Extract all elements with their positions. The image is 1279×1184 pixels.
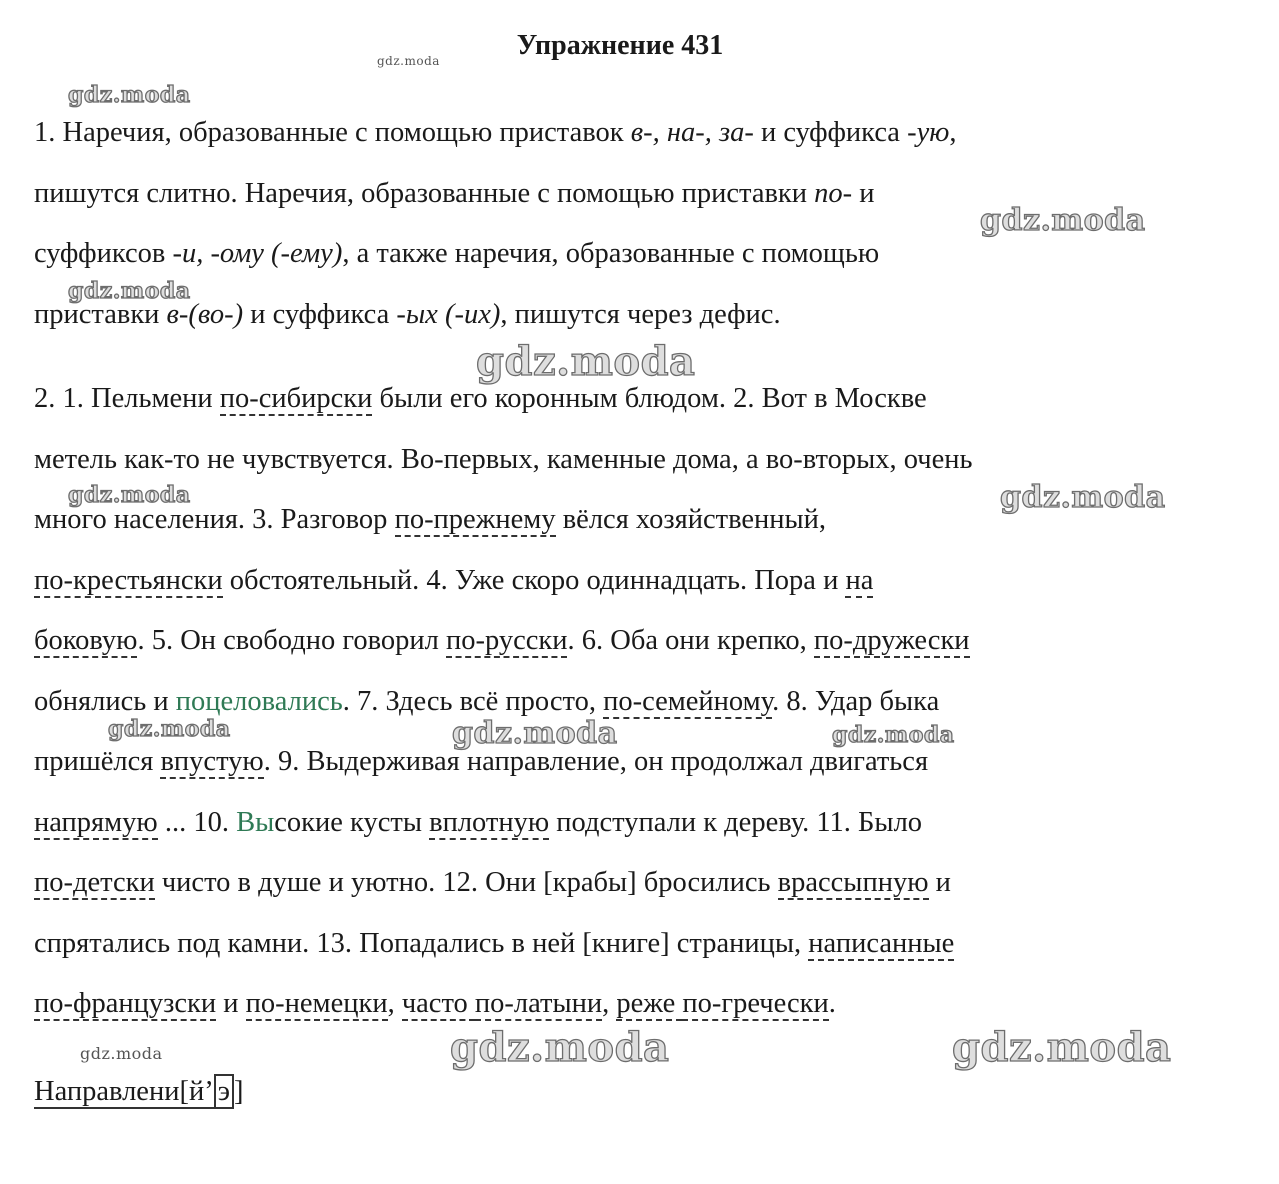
ending-box: э <box>214 1074 234 1109</box>
watermark: gdz.moda <box>452 716 618 751</box>
adverb: по-гречески <box>682 988 829 1019</box>
adverb: по-немецки <box>245 988 388 1019</box>
adverb: Во-первых <box>400 443 533 475</box>
text-line: 1. Наречия, образованные с помощью приставок в-, на-, за- и суффикса -ую, <box>34 117 957 148</box>
examples-paragraph <box>34 369 1234 1035</box>
text-line: по-крестьянски обстоятельный. 4. Уже скоро одиннадцать. Пора и на <box>34 564 874 596</box>
adverb: боковую <box>34 625 138 656</box>
watermark: gdz.moda <box>980 203 1146 238</box>
adverb: по-французски <box>34 988 217 1019</box>
text-line: по-французски и по-немецки, часто по-латыни, реже по-гречески. <box>34 988 836 1019</box>
adverb: по-сибирски <box>219 383 373 414</box>
text-line: по-детски чисто в душе и уютно. 12. Они [крабы] бросились врассыпную и <box>34 867 951 898</box>
watermark: gdz.moda <box>450 1024 670 1071</box>
adverb: напрямую <box>34 806 158 838</box>
watermark: gdz.moda <box>952 1024 1172 1071</box>
watermark: gdz.moda <box>80 1044 163 1063</box>
text-line: боковую. 5. Он свободно говорил по-русски. 6. Оба они крепко, по-дружески <box>34 625 970 656</box>
adverb: врассыпную <box>777 867 929 898</box>
adverb: впустую <box>160 746 264 777</box>
watermark: gdz.moda <box>68 482 191 508</box>
watermark: gdz.moda <box>1000 480 1166 515</box>
text-line: спрятались под камни. 13. Попадались в ней [книге] страницы, написанные <box>34 927 955 959</box>
text-line: пришёлся впустую. 9. Выдерживая направление, он продолжал двигаться <box>34 746 929 777</box>
adverb: вплотную <box>429 806 550 838</box>
participle: написанные <box>808 927 955 959</box>
rule-paragraph <box>34 103 1234 345</box>
adverb: по-крестьянски <box>34 564 223 596</box>
text-line: напрямую ... 10. Высокие кусты вплотную подступали к дереву. 11. Было <box>34 806 923 838</box>
adverb: по-детски <box>34 867 155 898</box>
adverb: по-латыни <box>474 988 603 1019</box>
adverb: по-семейному <box>603 685 773 717</box>
adverb: по-прежнему <box>394 504 556 535</box>
word-analysis <box>34 1062 1234 1123</box>
watermark: gdz.moda <box>476 338 696 385</box>
text-line: приставки в-(во-) и суффикса -ых (-их), пишутся через дефис. <box>34 298 781 330</box>
watermark: gdz.moda <box>832 722 955 748</box>
adverb: во-вторых <box>765 443 890 475</box>
text-line: суффиксов -и, -ому (-ему), а также наречия, образованные с помощью <box>34 238 880 269</box>
text-line: Направлени[й’ э ] <box>34 1076 244 1107</box>
adverb: по-русски <box>445 625 568 656</box>
watermark: gdz.moda <box>377 54 440 68</box>
text-line: обнялись и поцеловались. 7. Здесь всё просто, по-семейному. 8. Удар быка <box>34 685 940 717</box>
watermark: gdz.moda <box>68 278 191 304</box>
watermark: gdz.moda <box>68 82 191 108</box>
adverb: по-дружески <box>813 625 970 656</box>
adverb: на <box>845 564 874 596</box>
page-title: Упражнение 431 <box>516 30 724 61</box>
text-line: 2. 1. Пельмени по-сибирски были его коронным блюдом. 2. Вот в Москве <box>34 383 927 414</box>
watermark: gdz.moda <box>108 716 231 742</box>
text-line: много населения. 3. Разговор по-прежнему вёлся хозяйственный, <box>34 504 827 535</box>
text-line: пишутся слитно. Наречия, образованные с помощью приставки по- и <box>34 177 875 209</box>
text-line: метель как-то не чувствуется. Во-первых, каменные дома, а во-вторых, очень <box>34 443 973 475</box>
